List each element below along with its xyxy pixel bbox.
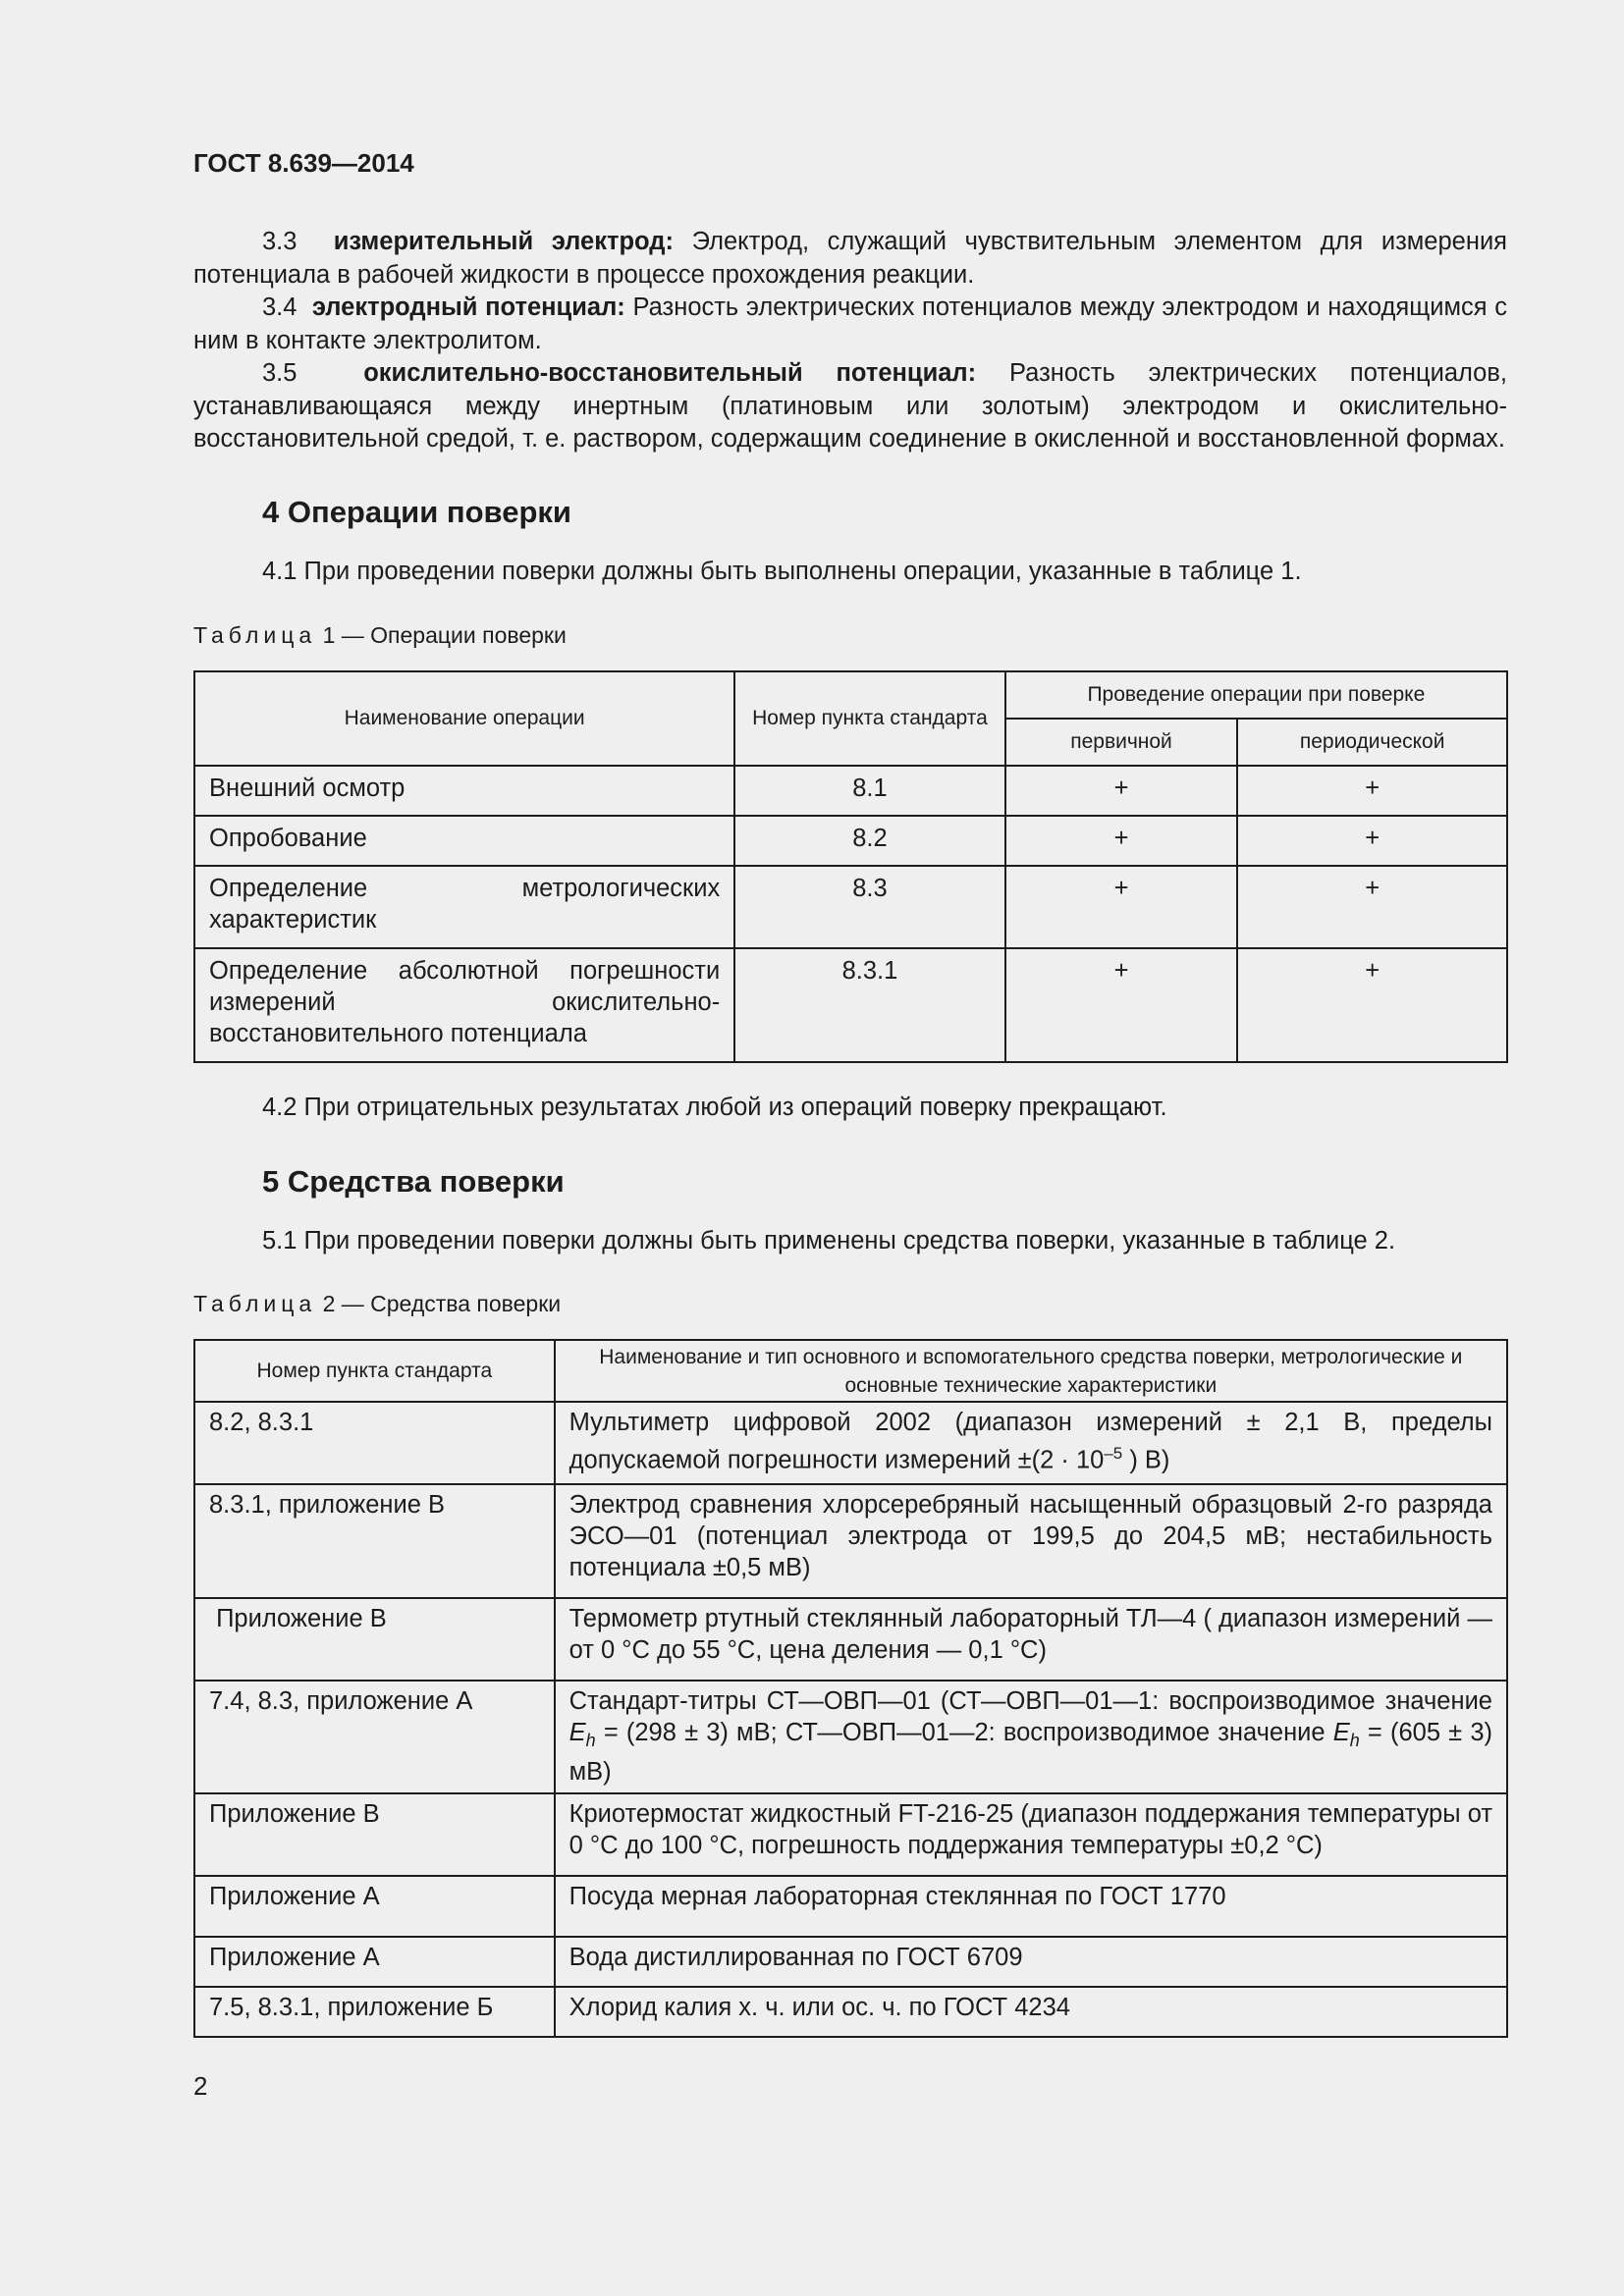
table-row xyxy=(194,866,1507,948)
cell-clause: 8.3 xyxy=(734,866,1005,948)
table-row xyxy=(194,1681,1507,1793)
table-row xyxy=(194,1876,1507,1937)
cell-clause: Приложение А xyxy=(194,1876,555,1937)
cell-means: Посуда мерная лабораторная стеклянная по ГОСТ 1770 xyxy=(555,1876,1507,1937)
verification-means-table xyxy=(193,1339,1508,2038)
section-4-title: 4 Операции поверки xyxy=(262,495,571,529)
document-header: ГОСТ 8.639—2014 xyxy=(193,148,414,178)
cell-means: Криотермостат жидкостный FT-216-25 (диапазон поддержания температуры от 0 °С до 100 °С, погрешность поддержания температуры ±0,2 °С) xyxy=(555,1793,1507,1876)
column-header-clause: Номер пункта стандарта xyxy=(734,671,1005,766)
table-row xyxy=(194,766,1507,816)
cell-clause: Приложение А xyxy=(194,1937,555,1987)
cell-periodic: + xyxy=(1237,948,1507,1062)
cell-clause: 8.3.1, приложение В xyxy=(194,1484,555,1598)
cell-primary: + xyxy=(1005,948,1238,1062)
cell-means: Стандарт-титры СТ—ОВП—01 (СТ—ОВП—01—1: воспроизводимое значение $E_h = (298 \pm 3)$ мВ; СТ—ОВП—01—2: воспроизводимое значение $E_h = (605 \pm 3)$ мВ) xyxy=(555,1681,1507,1793)
cell-clause: Приложение В xyxy=(194,1793,555,1876)
definition-3-5: 3.5 окислительно-восстановительный потенциал: Разность электрических потенциалов, устанавливающаяся между инертным (платиновым или золотым) электродом и окислительно-восстановительной средой, т. е. раствором, содержащим соединение в окисленной и восстановленной формах. xyxy=(193,359,1507,453)
cell-clause: 8.3.1 xyxy=(734,948,1005,1062)
cell-operation: Опробование xyxy=(194,816,734,866)
cell-clause: 7.5, 8.3.1, приложение Б xyxy=(194,1987,555,2037)
section-5-title: 5 Средства поверки xyxy=(262,1164,565,1199)
table-1-caption: Таблица 1 — Операции поверки xyxy=(193,622,567,648)
column-header-clause: Номер пункта стандарта xyxy=(194,1340,555,1402)
cell-means: Мультиметр цифровой 2002 (диапазон измерений ± 2,1 В, пределы допускаемой погрешности измерений $\pm(2 \cdot 10^{-5}$ ) В) xyxy=(555,1402,1507,1484)
cell-means: Термометр ртутный стеклянный лабораторный ТЛ—4 ( диапазон измерений — от 0 °С до 55 °С, цена деления — 0,1 °С) xyxy=(555,1598,1507,1681)
paragraph-4-1: 4.1 При проведении поверки должны быть выполнены операции, указанные в таблице 1. xyxy=(262,558,1302,585)
table-row xyxy=(194,948,1507,1062)
paragraph-4-2: 4.2 При отрицательных результатах любой из операций поверку прекращают. xyxy=(262,1094,1167,1121)
cell-periodic: + xyxy=(1237,766,1507,816)
table-row xyxy=(194,1987,1507,2037)
column-header-primary: первичной xyxy=(1005,719,1238,766)
table-row xyxy=(194,1937,1507,1987)
cell-means: Электрод сравнения хлорсеребряный насыщенный образцовый 2-го разряда ЭСО—01 (потенциал электрода от 199,5 до 204,5 мВ; нестабильность потенциала ±0,5 мВ) xyxy=(555,1484,1507,1598)
cell-clause: 8.2, 8.3.1 xyxy=(194,1402,555,1484)
column-header-operation: Наименование операции xyxy=(194,671,734,766)
cell-periodic: + xyxy=(1237,816,1507,866)
paragraph-5-1: 5.1 При проведении поверки должны быть применены средства поверки, указанные в таблице 2. xyxy=(262,1227,1396,1255)
cell-periodic: + xyxy=(1237,866,1507,948)
cell-operation: Внешний осмотр xyxy=(194,766,734,816)
definition-3-4: 3.4 электродный потенциал: Разность электрических потенциалов между электродом и находящимся с ним в контакте электролитом. xyxy=(193,294,1507,354)
cell-primary: + xyxy=(1005,766,1238,816)
cell-operation: Определение метрологических характеристик xyxy=(194,866,734,948)
cell-means: Хлорид калия х. ч. или ос. ч. по ГОСТ 4234 xyxy=(555,1987,1507,2037)
cell-clause: 8.2 xyxy=(734,816,1005,866)
table-2-caption: Таблица 2 — Средства поверки xyxy=(193,1291,562,1316)
cell-clause: 8.1 xyxy=(734,766,1005,816)
table-row xyxy=(194,816,1507,866)
column-header-perform: Проведение операции при поверке xyxy=(1005,671,1507,719)
cell-means: Вода дистиллированная по ГОСТ 6709 xyxy=(555,1937,1507,1987)
cell-primary: + xyxy=(1005,866,1238,948)
table-row xyxy=(194,1793,1507,1876)
table-row xyxy=(194,1402,1507,1484)
table-row xyxy=(194,1598,1507,1681)
cell-operation: Определение абсолютной погрешности измерений окислительно-восстановительного потенциала xyxy=(194,948,734,1062)
operations-table xyxy=(193,670,1508,1063)
cell-primary: + xyxy=(1005,816,1238,866)
definition-3-3: 3.3 измерительный электрод: Электрод, служащий чувствительным элементом для измерения потенциала в рабочей жидкости в процессе прохождения реакции. xyxy=(193,228,1507,289)
table-row xyxy=(194,1484,1507,1598)
cell-clause: 7.4, 8.3, приложение А xyxy=(194,1681,555,1793)
column-header-means: Наименование и тип основного и вспомогательного средства поверки, метрологические и основные технические характеристики xyxy=(555,1340,1507,1402)
column-header-periodic: периодической xyxy=(1237,719,1507,766)
cell-clause: Приложение В xyxy=(194,1598,555,1681)
page-number: 2 xyxy=(193,2071,208,2101)
